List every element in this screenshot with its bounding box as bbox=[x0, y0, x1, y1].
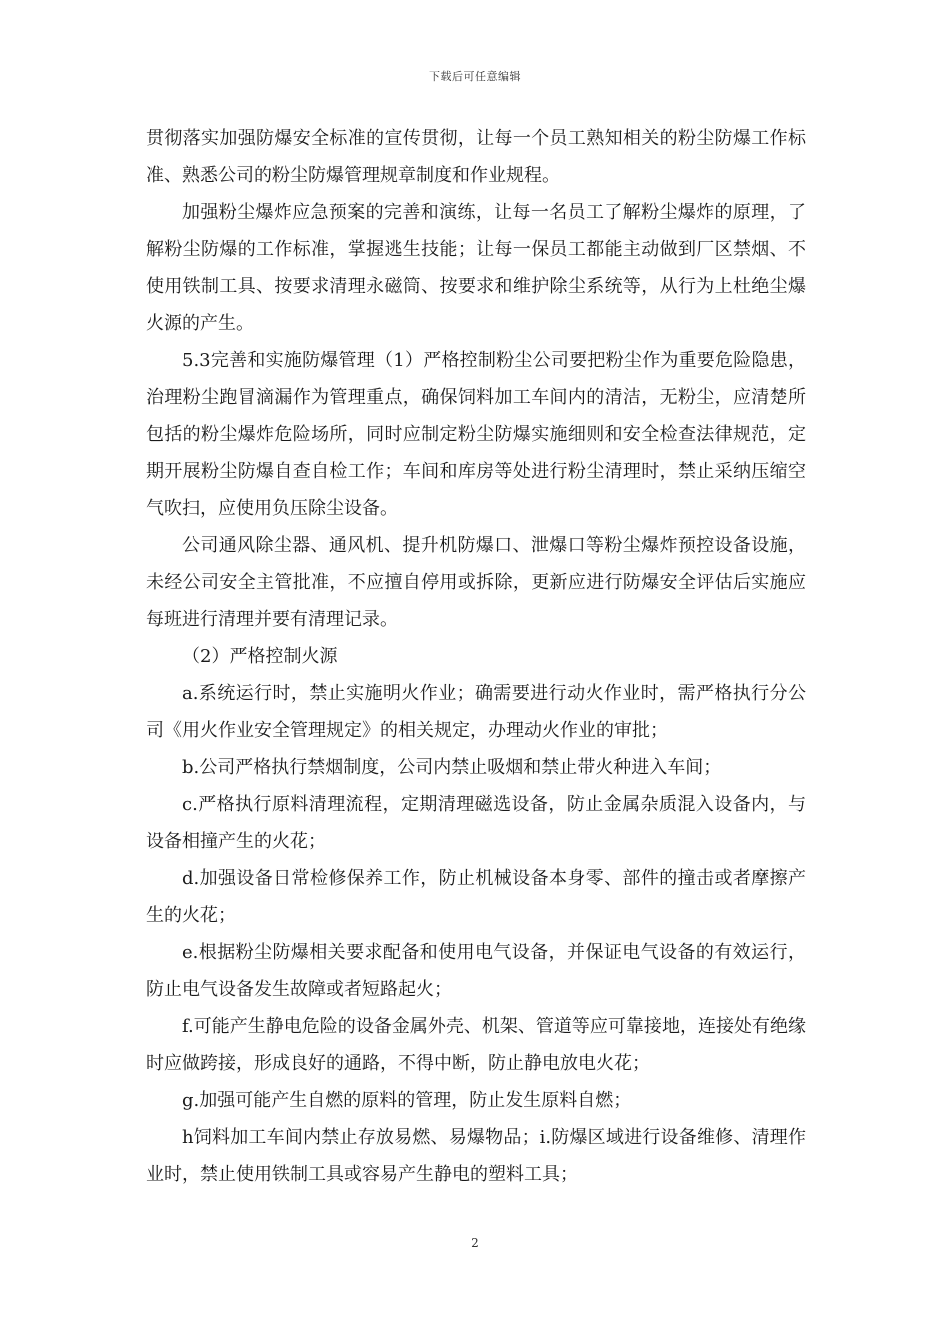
body-paragraph: （2）严格控制火源 bbox=[182, 646, 338, 667]
body-paragraph: 5.3完善和实施防爆管理（1）严格控制粉尘公司要把粉尘作为重要危险隐患，治理粉尘跑冒滴漏作为管理重点，确保饲料加工车间内的清洁，无粉尘，应清楚所包括的粉尘爆炸危险场所，同时应制定粉尘防爆实施细则和安全检查法律规范，定期开展粉尘防爆自查自检工作；车间和库房等处进行粉尘清理时，禁止采纳压缩空气吹扫，应使用负压除尘设备。 bbox=[146, 350, 806, 519]
body-paragraph: d.加强设备日常检修保养工作，防止机械设备本身零、部件的撞击或者摩擦产生的火花； bbox=[146, 868, 806, 926]
page-header-note: 下载后可任意编辑 bbox=[429, 70, 521, 83]
body-paragraph: 加强粉尘爆炸应急预案的完善和演练，让每一名员工了解粉尘爆炸的原理，了解粉尘防爆的工作标准，掌握逃生技能；让每一保员工都能主动做到厂区禁烟、不使用铁制工具、按要求清理永磁筒、按要求和维护除尘系统等，从行为上杜绝尘爆火源的产生。 bbox=[146, 202, 806, 334]
body-paragraph: a.系统运行时，禁止实施明火作业；确需要进行动火作业时，需严格执行分公司《用火作业安全管理规定》的相关规定，办理动火作业的审批； bbox=[146, 683, 806, 741]
body-paragraph: f.可能产生静电危险的设备金属外壳、机架、管道等应可靠接地，连接处有绝缘时应做跨接，形成良好的通路，不得中断，防止静电放电火花； bbox=[146, 1016, 806, 1074]
document-body bbox=[146, 120, 806, 1193]
body-paragraph: 贯彻落实加强防爆安全标准的宣传贯彻，让每一个员工熟知相关的粉尘防爆工作标准、熟悉公司的粉尘防爆管理规章制度和作业规程。 bbox=[146, 128, 806, 186]
body-paragraph: h饲料加工车间内禁止存放易燃、易爆物品；i.防爆区域进行设备维修、清理作业时，禁止使用铁制工具或容易产生静电的塑料工具； bbox=[146, 1127, 806, 1185]
body-paragraph: 公司通风除尘器、通风机、提升机防爆口、泄爆口等粉尘爆炸预控设备设施，未经公司安全主管批准，不应擅自停用或拆除，更新应进行防爆安全评估后实施应每班进行清理并要有清理记录。 bbox=[146, 535, 806, 630]
body-paragraph: c.严格执行原料清理流程，定期清理磁选设备，防止金属杂质混入设备内，与设备相撞产生的火花； bbox=[146, 794, 806, 852]
page-number: 2 bbox=[471, 1236, 479, 1250]
body-paragraph: b.公司严格执行禁烟制度，公司内禁止吸烟和禁止带火种进入车间； bbox=[182, 757, 722, 778]
body-paragraph: e.根据粉尘防爆相关要求配备和使用电气设备，并保证电气设备的有效运行，防止电气设备发生故障或者短路起火； bbox=[146, 942, 806, 1000]
body-paragraph: g.加强可能产生自燃的原料的管理，防止发生原料自燃； bbox=[182, 1090, 632, 1111]
